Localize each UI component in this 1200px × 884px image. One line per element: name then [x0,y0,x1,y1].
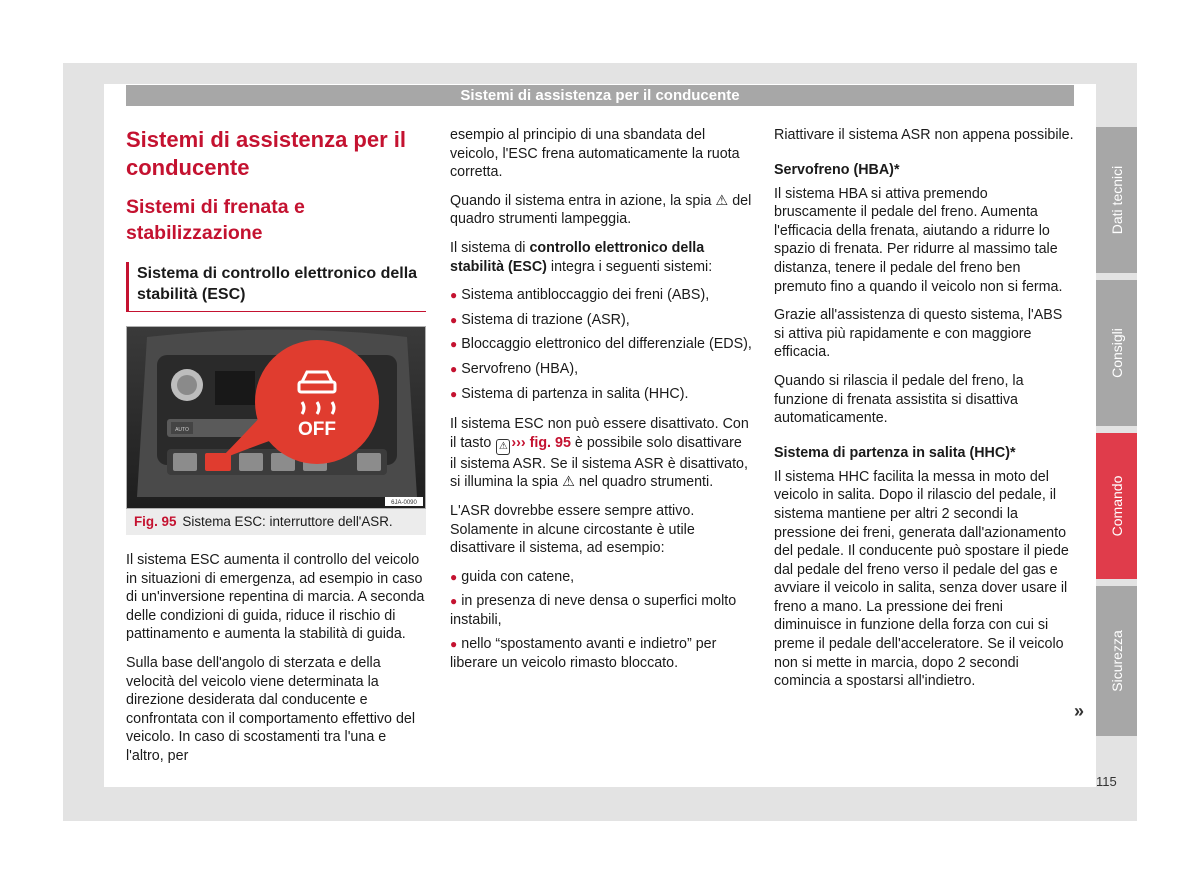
list-item: ● guida con catene, [450,568,575,585]
paragraph: Quando il sistema entra in azione, la spia ⚠ del quadro strumenti lampeggia. [450,192,752,228]
list-item: ● Sistema di partenza in salita (HHC). [450,385,689,402]
running-header: Sistemi di assistenza per il conducente [126,85,1074,106]
emphasis-text: controllo elettronico della stabilità (ESC) [450,239,705,275]
list-item: ● in presenza di neve densa o superfici molto instabili, [450,593,737,628]
column-2 [450,126,752,679]
bullet-list-systems [450,286,752,403]
heading-hba: Servofreno (HBA)* [774,161,900,178]
paragraph: Grazie all'assistenza di questo sistema, l'ABS si attiva più rapidamente e con maggiore efficacia. [774,307,1063,361]
section-title: Sistemi di frenata e stabilizzazione [126,196,305,244]
tab-dati-tecnici[interactable]: Dati tecnici [1096,127,1137,273]
paragraph: Il sistema HHC facilita la messa in moto del veicolo in salita. Dopo il rilascio del pedale, il sistema mantiene per altri 2 secondi la pressione dei freni, generata dall'azionamento del pedale. Il conducente può spostare il piede dal pedale del freno verso il pedale del gas e avviare il veicolo in salita, senza dover usare il freno a mano. La pressione dei freni diminuisce in funzione della forza con cui si preme il pedale dell'acceleratore. Se il veicolo non si mette in marcia, dopo 2 secondi comincia a spostarsi all'indietro. [774,468,1069,690]
list-item: ● Servofreno (HBA), [450,360,579,377]
figure-esc-switch [126,326,426,509]
continue-mark: » [1074,701,1085,721]
page-number: 115 [1096,774,1117,789]
tab-sicurezza[interactable]: Sicurezza [1096,586,1137,736]
paragraph: Il sistema ESC aumenta il controllo del veicolo in situazioni di emergenza, ad esempio in caso di un'inversione repentina di marcia. A seconda delle condizioni di guida, riduce il rischio di pattinamento e aumenta la stabilità di guida. [126,552,425,643]
list-item: ● Sistema di trazione (ASR), [450,311,630,328]
paragraph: esempio al principio di una sbandata del veicolo, l'ESC frena automaticamente la ruota corretta. [450,127,740,181]
asr-key-icon: ⚠ [496,439,510,455]
heading-hhc: Sistema di partenza in salita (HHC)* [774,444,1016,461]
auto-button-label: AUTO [175,427,189,433]
paragraph: L'ASR dovrebbe essere sempre attivo. Solamente in alcune circostante è utile disattivare il sistema, ad esempio: [450,502,695,557]
text-run: Il sistema di [450,239,530,256]
column-1 [126,126,426,776]
figure-caption-text: Sistema ESC: interruttore dell'ASR. [182,514,393,529]
esc-switch-illustration [127,327,425,508]
paragraph: Sulla base dell'angolo di sterzata e della velocità del veicolo viene determinata la direzione desiderata dal conducente e confrontata con il comportamento effettivo del veicolo. In caso di scostamenti tra l'una e l'altro, per [126,654,416,764]
paragraph: Il sistema ESC non può essere disattivato. Con il tasto ⚠ ››› fig. 95 è possibile solo disattivare il sistema ASR. Se il sistema ASR è disattivato, si illumina la spia ⚠ nel quadro strumenti. [450,416,749,491]
paragraph [450,239,752,276]
reference-arrow: ››› [511,434,526,451]
figure-number: Fig. 95 [134,514,177,529]
paragraph: Riattivare il sistema ASR non appena possibile. [774,127,1074,143]
text-run: integra i seguenti sistemi: [546,258,713,275]
figure-reference-link[interactable]: fig. 95 [529,434,571,451]
off-label: OFF [298,419,336,440]
paragraph: Quando si rilascia il pedale del freno, la funzione di frenata assistita si disattiva automaticamente. [774,372,1024,427]
tab-consigli[interactable]: Consigli [1096,280,1137,426]
chapter-title: Sistemi di assistenza per il conducente [126,127,407,180]
bullet-list-examples [450,568,752,673]
list-item: ● Bloccaggio elettronico del differenziale (EDS), [450,336,752,353]
paragraph: Il sistema HBA si attiva premendo bruscamente il pedale del freno. Aumenta l'efficacia della frenata, aiutando a ridurre lo spazio di frenata. Per ridurre al massimo tale distanza, tenere il pedale del freno ben premuto fino a quando il veicolo non si ferma. [774,185,1063,295]
tab-comando[interactable]: Comando [1096,433,1137,579]
warning-lamp-icon: ⚠ [562,474,575,491]
list-item: ● Sistema antibloccaggio dei freni (ABS), [450,287,710,304]
figure-caption [126,509,426,535]
figure-code: 6JA-0090 [391,500,417,506]
column-3 [774,126,1074,701]
list-item: ● nello “spostamento avanti e indietro” per liberare un veicolo rimasto bloccato. [450,636,717,672]
subsection-title: Sistema di controllo elettronico della stabilità (ESC) [126,262,426,312]
